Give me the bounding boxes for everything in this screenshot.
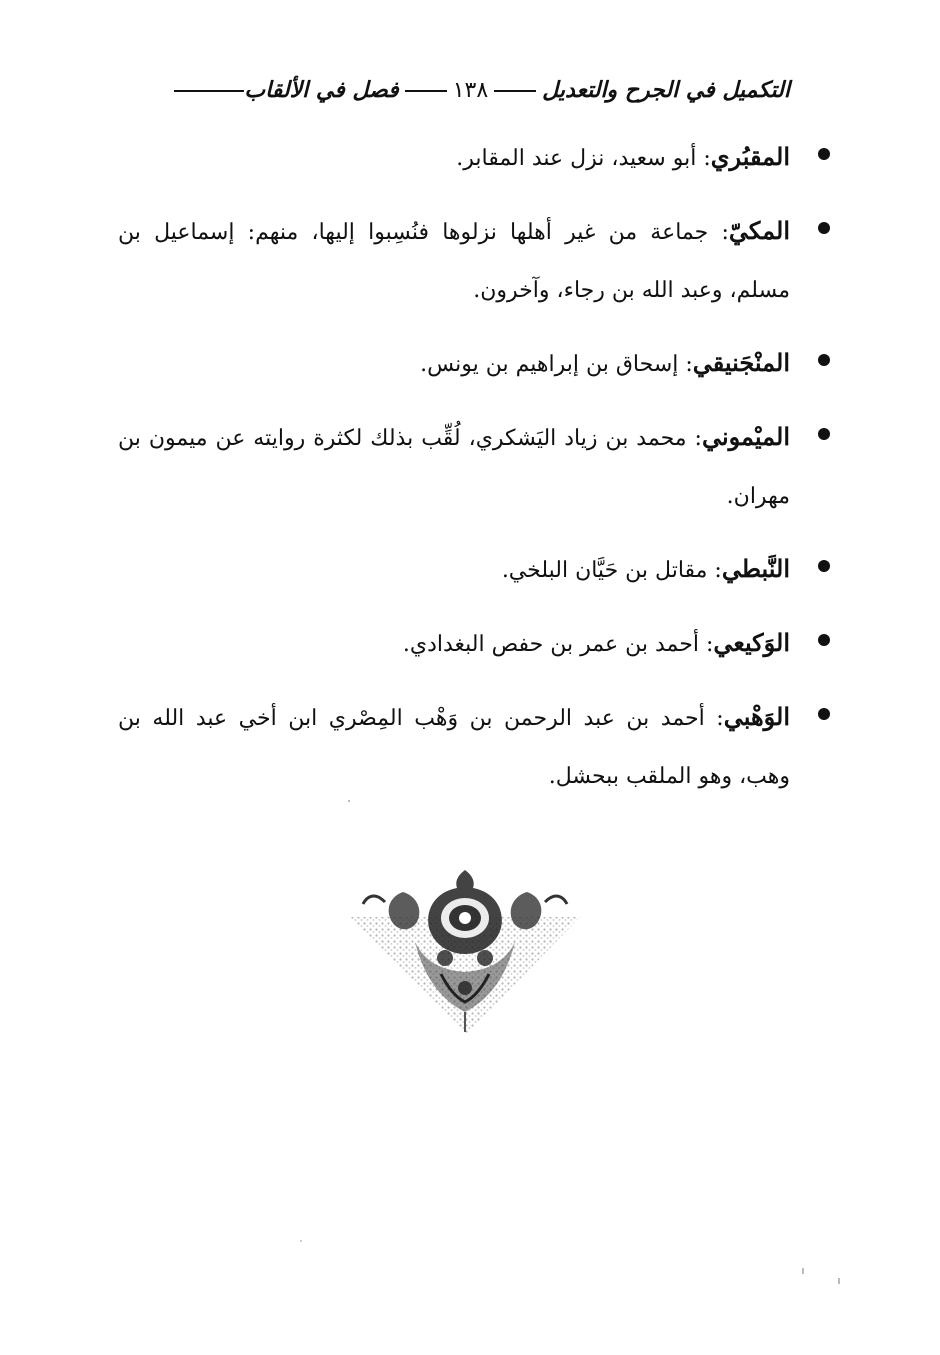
bullet-icon bbox=[818, 560, 830, 572]
bullet-icon bbox=[818, 428, 830, 440]
page-number: ١٣٨ bbox=[452, 78, 489, 103]
bullet-icon bbox=[818, 354, 830, 366]
list-item bbox=[118, 540, 790, 600]
list-item bbox=[118, 614, 790, 674]
header-separator bbox=[399, 77, 542, 103]
book-title: التكميل في الجرح والتعديل bbox=[542, 77, 790, 103]
entry-text: : إسحاق بن إبراهيم بن يونس. bbox=[420, 352, 693, 377]
bullet-icon bbox=[818, 634, 830, 646]
list-item bbox=[118, 202, 790, 320]
entry-text: : أحمد بن عمر بن حفص البغدادي. bbox=[402, 632, 714, 657]
entry-text: : مقاتل بن حَيَّان البلخي. bbox=[501, 558, 722, 583]
running-header bbox=[195, 70, 790, 110]
bullet-icon bbox=[818, 148, 830, 160]
entries-list bbox=[118, 128, 790, 820]
bullet-icon bbox=[818, 222, 830, 234]
section-title: فصل في الألقاب bbox=[172, 77, 398, 103]
scan-speck bbox=[802, 1268, 804, 1274]
list-item bbox=[118, 128, 790, 188]
entry-term: الوَهْبي bbox=[723, 702, 790, 731]
scan-speck bbox=[300, 1240, 302, 1242]
floral-ornament-icon bbox=[345, 862, 585, 1042]
entry-text: : أحمد بن عبد الرحمن بن وَهْب المِصْري ابن أخي عبد الله بن وهب، وهو الملقب ببحشل. bbox=[118, 706, 790, 789]
entry-text: : جماعة من غير أهلها نزلوها فنُسِبوا إليها، منهم: إسماعيل بن مسلم، وعبد الله بن رجاء، وآخرون. bbox=[118, 220, 790, 303]
scan-speck bbox=[348, 800, 350, 802]
entry-term: الميْموني bbox=[701, 422, 790, 451]
entry-text: : أبو سعيد، نزل عند المقابر. bbox=[456, 146, 711, 171]
entry-term: المكيّ bbox=[728, 216, 790, 245]
entry-term: المقبُري bbox=[710, 142, 790, 171]
bullet-icon bbox=[818, 708, 830, 720]
list-item bbox=[118, 408, 790, 526]
entry-term: الوَكيعي bbox=[713, 628, 790, 657]
list-item bbox=[118, 688, 790, 806]
list-item bbox=[118, 334, 790, 394]
entry-text: : محمد بن زياد اليَشكري، لُقِّب بذلك لكثرة روايته عن ميمون بن مهران. bbox=[118, 426, 790, 509]
scan-speck bbox=[838, 1278, 840, 1284]
entry-term: المنْجَنيقي bbox=[692, 348, 790, 377]
entry-term: النَّبطي bbox=[721, 554, 790, 583]
